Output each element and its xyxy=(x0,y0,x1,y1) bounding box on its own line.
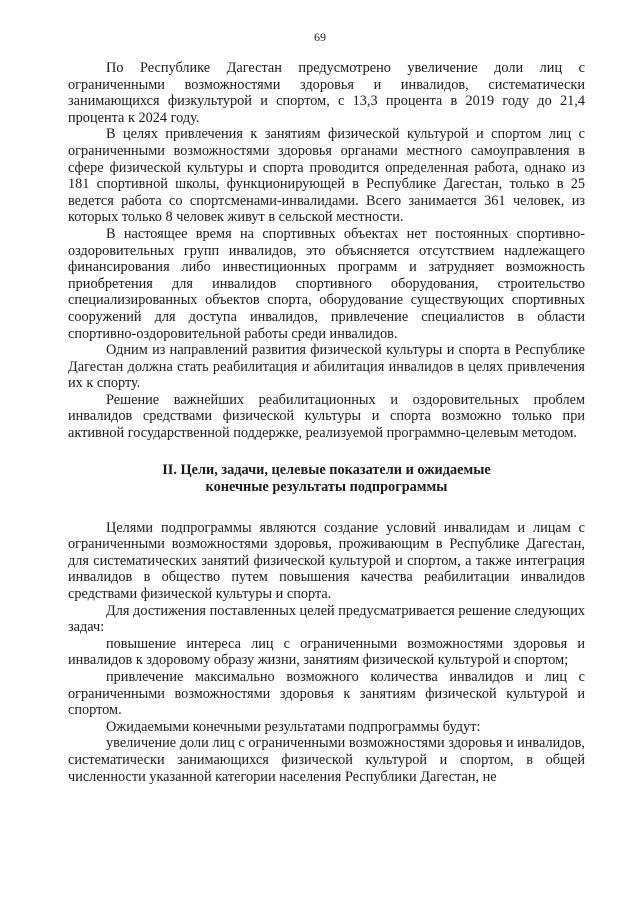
section-heading-line-2: конечные результаты подпрограммы xyxy=(205,478,448,495)
paragraph-sports-schools: В целях привлечения к занятиям физической культурой и спортом лиц с ограниченными возможностями здоровья органами местного самоуправления в сфере физической культуры и спорта проводится определенная работа, однако из 181 спортивной школы, функционирующей в Республике Дагестан, только в 25 ведется работа со спортсменами-инвалидами. Всего занимается 361 человек, из которых только 8 человек живут в сельской местности. xyxy=(68,126,585,226)
paragraph-task-interest: повышение интереса лиц с ограниченными возможностями здоровья и инвалидов к здоровому образу жизни, занятиям физической культурой и спортом; xyxy=(68,635,585,669)
page-number: 69 xyxy=(314,30,326,44)
section-heading-line-1: II. Цели, задачи, целевые показатели и ожидаемые xyxy=(162,461,491,478)
section-heading xyxy=(68,462,585,496)
paragraph-task-involvement: привлечение максимально возможного количества инвалидов и лиц с ограниченными возможностями здоровья к занятиям физической культурой и спортом. xyxy=(68,669,585,719)
paragraph-result-share: увеличение доли лиц с ограниченными возможностями здоровья и инвалидов, систематически занимающихся физической культурой и спортом, в общей численности указанной категории населения Республики Дагестан, не xyxy=(68,735,585,785)
paragraph-tasks-intro: Для достижения поставленных целей предусматривается решение следующих задач: xyxy=(68,602,585,636)
paragraph-target-indicator: По Республике Дагестан предусмотрено увеличение доли лиц с ограниченными возможностями здоровья и инвалидов, систематически занимающихся физкультурой и спортом, с 13,3 процента в 2019 году до 21,4 процента к 2024 году. xyxy=(68,60,585,126)
paragraph-rehabilitation: Одним из направлений развития физической культуры и спорта в Республике Дагестан должна стать реабилитация и абилитация инвалидов в целях привлечения их к спорту. xyxy=(68,342,585,392)
paragraph-results-intro: Ожидаемыми конечными результатами подпрограммы будут: xyxy=(106,718,481,735)
page-body xyxy=(68,60,585,785)
paragraph-sports-facilities: В настоящее время на спортивных объектах нет постоянных спортивно-оздоровительных групп инвалидов, это объясняется отсутствием надлежащего финансирования либо инвестиционных программ и затрудняет возможность приобретения для инвалидов спортивного оборудования, строительство специализированных объектов спорта, оборудование существующих спортивных сооружений для доступа инвалидов, привлечение специалистов в области спортивно-оздоровительной работы среди инвалидов. xyxy=(68,225,585,342)
paragraph-goals: Целями подпрограммы являются создание условий инвалидам и лицам с ограниченными возможностями здоровья, проживающим в Республике Дагестан, для систематических занятий физической культурой и спортом, а также интеграция инвалидов в общество путем повышения качества реабилитации инвалидов средствами физической культуры и спорта. xyxy=(68,519,585,603)
paragraph-state-support: Решение важнейших реабилитационных и оздоровительных проблем инвалидов средствами физической культуры и спорта возможно только при активной государственной поддержке, реализуемой программно-целевым методом. xyxy=(68,391,585,442)
